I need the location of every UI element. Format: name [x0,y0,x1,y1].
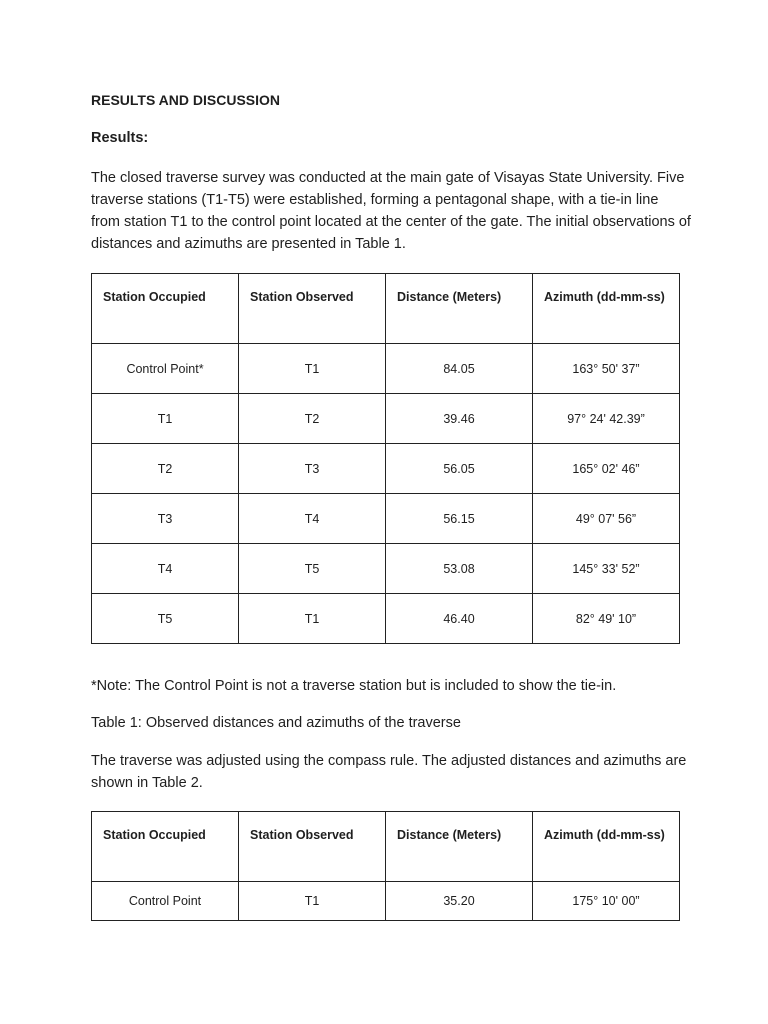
distance-cell: 84.05 [386,344,533,394]
table-1-caption: Table 1: Observed distances and azimuths of the traverse [91,715,461,731]
distance-cell: 56.05 [386,444,533,494]
section-title: RESULTS AND DISCUSSION [91,92,281,108]
header-station-occupied: Station Occupied [92,274,239,344]
header-distance: Distance (Meters) [386,274,533,344]
distance-cell: 46.40 [386,594,533,644]
table-row [92,494,680,544]
station-observed-cell: T1 [239,594,386,644]
table-row [92,344,680,394]
distance-cell: 56.15 [386,494,533,544]
azimuth-cell: 175° 10' 00” [533,882,680,921]
station-occupied-cell: T5 [92,594,239,644]
station-occupied-cell: T3 [92,494,239,544]
station-observed-cell: T3 [239,444,386,494]
adjustment-paragraph: The traverse was adjusted using the compass rule. The adjusted distances and azimuths are shown in Table 2. [91,753,687,791]
header-station-observed: Station Observed [239,812,386,882]
azimuth-cell: 163° 50' 37” [533,344,680,394]
distance-cell: 35.20 [386,882,533,921]
azimuth-cell: 82° 49' 10” [533,594,680,644]
header-station-occupied: Station Occupied [92,812,239,882]
header-distance: Distance (Meters) [386,812,533,882]
table-row [92,882,680,921]
distance-cell: 53.08 [386,544,533,594]
intro-paragraph: The closed traverse survey was conducted at the main gate of Visayas State University. Five traverse stations (T1-T5) were established, forming a pentagonal shape, with a tie-in line from station T1 to the control point located at the center of the gate. The initial observations of distances and azimuths are presented in Table 1. [91,170,691,252]
header-station-observed: Station Observed [239,274,386,344]
distance-cell: 39.46 [386,394,533,444]
station-observed-cell: T1 [239,882,386,921]
table-row [92,594,680,644]
station-occupied-cell: Control Point* [92,344,239,394]
results-heading: Results: [91,130,149,146]
header-azimuth: Azimuth (dd-mm-ss) [533,812,680,882]
station-observed-cell: T4 [239,494,386,544]
table-row [92,394,680,444]
station-occupied-cell: T2 [92,444,239,494]
table-header-row [92,274,680,344]
station-observed-cell: T5 [239,544,386,594]
control-point-note: *Note: The Control Point is not a traverse station but is included to show the tie-in. [91,678,617,694]
table-row [92,544,680,594]
header-azimuth: Azimuth (dd-mm-ss) [533,274,680,344]
adjusted-traverse-table [91,811,680,921]
station-occupied-cell: T4 [92,544,239,594]
azimuth-cell: 145° 33' 52” [533,544,680,594]
table-row [92,444,680,494]
azimuth-cell: 97° 24' 42.39” [533,394,680,444]
azimuth-cell: 165° 02' 46” [533,444,680,494]
azimuth-cell: 49° 07' 56” [533,494,680,544]
station-occupied-cell: Control Point [92,882,239,921]
table-header-row [92,812,680,882]
observed-traverse-table [91,273,680,644]
station-observed-cell: T1 [239,344,386,394]
station-occupied-cell: T1 [92,394,239,444]
station-observed-cell: T2 [239,394,386,444]
